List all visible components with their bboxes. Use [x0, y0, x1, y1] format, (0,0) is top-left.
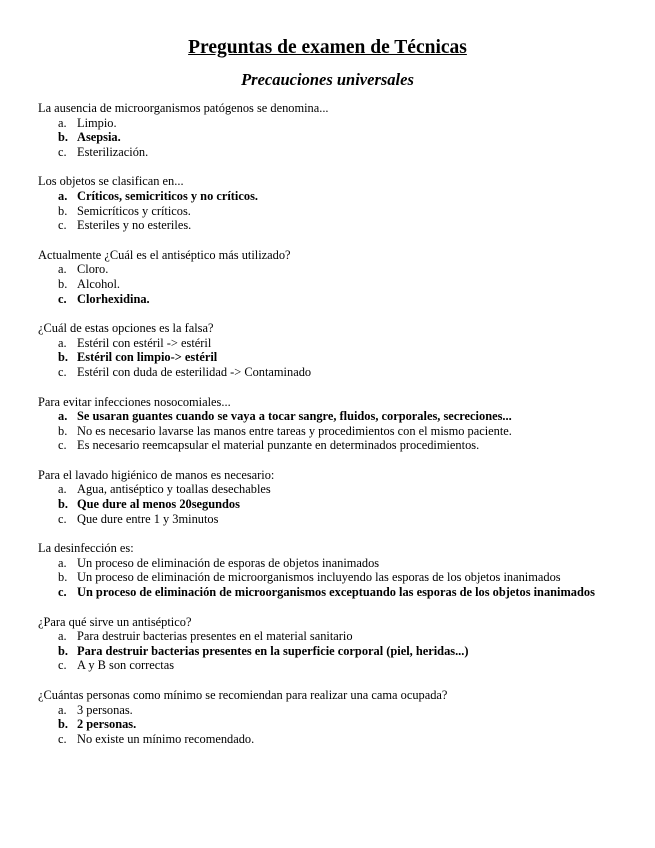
option-text: Esterilización.: [77, 144, 149, 159]
option-text: Agua, antiséptico y toallas desechables: [77, 482, 271, 497]
option-letter: a.: [58, 409, 68, 424]
option-letter: c.: [58, 731, 67, 746]
option-text: A y B son correctas: [77, 658, 175, 673]
answer-option: [38, 570, 628, 585]
answer-option: [38, 658, 628, 673]
answer-option: [38, 512, 628, 527]
option-letter: b.: [58, 350, 68, 365]
answer-option: [38, 204, 628, 219]
option-letter: b.: [58, 203, 68, 218]
answer-option-correct: [38, 497, 628, 512]
answer-option: [38, 424, 628, 439]
answer-options: [38, 336, 628, 380]
option-letter: c.: [58, 438, 67, 453]
answer-option-correct: [38, 585, 628, 600]
option-text: Estéril con duda de esterilidad -> Contaminado: [77, 364, 312, 379]
answer-options: [38, 262, 628, 306]
question-text: Actualmente ¿Cuál es el antiséptico más utilizado?: [38, 247, 291, 262]
answer-option: [38, 262, 628, 277]
option-letter: c.: [58, 585, 67, 600]
question-text: ¿Cuántas personas como mínimo se recomiendan para realizar una cama ocupada?: [38, 688, 448, 702]
answer-option-correct: [38, 644, 628, 659]
question-block: [38, 615, 628, 673]
option-letter: a.: [58, 262, 67, 277]
option-text: Asepsia.: [77, 130, 121, 145]
option-letter: c.: [58, 218, 67, 233]
option-letter: a.: [58, 702, 67, 717]
answer-option: [38, 365, 628, 380]
question-text: Para el lavado higiénico de manos es necesario:: [38, 467, 275, 482]
answer-option: [38, 116, 628, 131]
answer-options: [38, 703, 628, 747]
option-text: 2 personas.: [77, 717, 137, 732]
option-text: Esteriles y no esteriles.: [77, 218, 192, 233]
question-block: [38, 468, 628, 526]
answer-option-correct: [38, 350, 628, 365]
option-text: Se usaran guantes cuando se vaya a tocar sangre, fluidos, corporales, secreciones...: [77, 409, 512, 424]
answer-option: [38, 482, 628, 497]
option-text: Un proceso de eliminación de microorganismos incluyendo las esporas de los objetos inanimados: [77, 570, 561, 585]
question-block: [38, 321, 628, 379]
answer-options: [38, 482, 628, 526]
option-letter: b.: [58, 497, 68, 512]
answer-options: [38, 189, 628, 233]
option-text: Clorhexidina.: [77, 291, 150, 306]
option-text: No existe un mínimo recomendado.: [77, 731, 255, 746]
answer-option-correct: [38, 189, 628, 204]
option-letter: c.: [58, 144, 67, 159]
question-block: [38, 541, 628, 599]
option-text: Para destruir bacterias presentes en la superficie corporal (piel, heridas...): [77, 643, 469, 658]
option-text: 3 personas.: [77, 702, 133, 717]
option-letter: b.: [58, 643, 68, 658]
answer-option-correct: [38, 717, 628, 732]
question-block: [38, 101, 628, 159]
answer-options: [38, 629, 628, 673]
option-letter: c.: [58, 364, 67, 379]
answer-option: [38, 629, 628, 644]
option-text: Semicríticos y críticos.: [77, 203, 191, 218]
answer-option-correct: [38, 292, 628, 307]
option-letter: a.: [58, 115, 67, 130]
option-letter: a.: [58, 335, 67, 350]
option-letter: b.: [58, 570, 68, 585]
option-text: Limpio.: [77, 115, 117, 130]
answer-options: [38, 116, 628, 160]
answer-option: [38, 703, 628, 718]
question-text: La desinfección es:: [38, 541, 134, 556]
answer-option: [38, 218, 628, 233]
option-letter: c.: [58, 291, 67, 306]
answer-option: [38, 145, 628, 160]
question-text: Para evitar infecciones nosocomiales...: [38, 394, 231, 409]
option-letter: a.: [58, 482, 67, 497]
option-letter: b.: [58, 423, 68, 438]
option-letter: a.: [58, 188, 68, 203]
option-text: Estéril con estéril -> estéril: [77, 335, 212, 350]
option-letter: b.: [58, 717, 68, 732]
question-list: [38, 101, 628, 761]
option-text: Cloro.: [77, 262, 109, 277]
answer-options: [38, 409, 628, 453]
option-text: Que dure entre 1 y 3minutos: [77, 511, 219, 526]
option-letter: a.: [58, 555, 67, 570]
option-letter: c.: [58, 511, 67, 526]
answer-option: [38, 438, 628, 453]
option-letter: c.: [58, 658, 67, 673]
question-block: [38, 248, 628, 306]
option-text: Es necesario reemcapsular el material punzante en determinados procedimientos.: [77, 438, 480, 453]
option-text: Críticos, semicriticos y no críticos.: [77, 188, 258, 203]
answer-option: [38, 556, 628, 571]
question-text: ¿Para qué sirve un antiséptico?: [38, 614, 192, 629]
question-text: ¿Cuál de estas opciones es la falsa?: [38, 321, 214, 336]
answer-option-correct: [38, 409, 628, 424]
answer-option: [38, 336, 628, 351]
option-text: Un proceso de eliminación de microorganismos exceptuando las esporas de los objetos inanimados: [77, 585, 595, 600]
option-letter: a.: [58, 629, 67, 644]
question-text: Los objetos se clasifican en...: [38, 174, 184, 189]
answer-option: [38, 732, 628, 747]
option-text: Alcohol.: [77, 276, 121, 291]
option-text: Un proceso de eliminación de esporas de objetos inanimados: [77, 555, 380, 570]
question-block: [38, 395, 628, 453]
answer-option-correct: [38, 130, 628, 145]
option-text: No es necesario lavarse las manos entre tareas y procedimientos con el mismo paciente.: [77, 423, 512, 438]
option-letter: b.: [58, 276, 68, 291]
option-text: Para destruir bacterias presentes en el material sanitario: [77, 629, 353, 644]
answer-option: [38, 277, 628, 292]
option-text: Estéril con limpio-> estéril: [77, 350, 218, 365]
page-subtitle: Precauciones universales: [241, 70, 414, 89]
question-text: La ausencia de microorganismos patógenos se denomina...: [38, 101, 329, 115]
page-title: Preguntas de examen de Técnicas: [188, 37, 467, 58]
question-block: [38, 174, 628, 232]
option-letter: b.: [58, 130, 68, 145]
option-text: Que dure al menos 20segundos: [77, 497, 240, 512]
answer-options: [38, 556, 628, 600]
question-block: [38, 688, 628, 746]
